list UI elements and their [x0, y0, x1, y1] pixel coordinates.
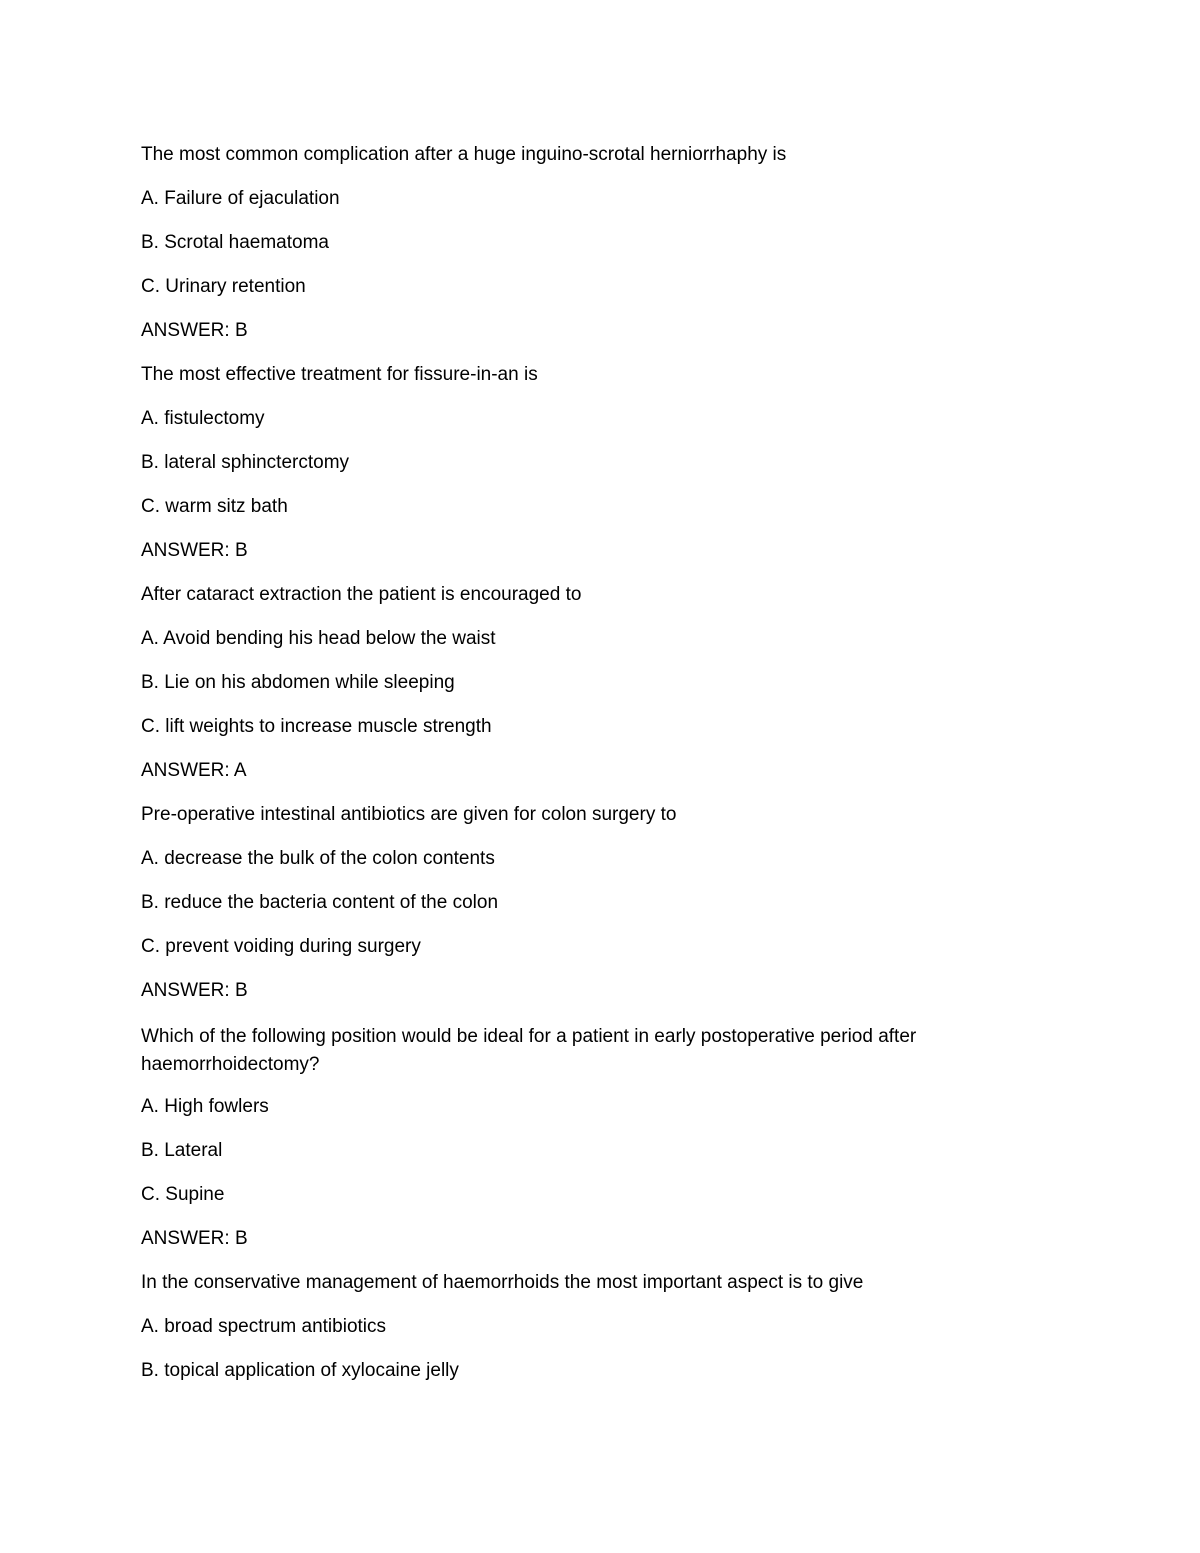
option-c: C. prevent voiding during surgery — [141, 936, 421, 957]
option-a: A. broad spectrum antibiotics — [141, 1316, 387, 1337]
option-c: C. Urinary retention — [141, 276, 306, 297]
option-a: A. High fowlers — [141, 1096, 269, 1117]
option-b: B. lateral sphincterctomy — [141, 452, 350, 473]
question-text: The most common complication after a huge inguino-scrotal herniorrhaphy is — [141, 144, 787, 165]
question-block — [141, 1271, 1041, 1383]
option-b: B. reduce the bacteria content of the colon — [141, 892, 499, 913]
answer-text: ANSWER: B — [141, 980, 248, 1001]
option-a: A. fistulectomy — [141, 408, 265, 429]
question-block — [141, 803, 1041, 1003]
question-block — [141, 1023, 1041, 1251]
option-c: C. warm sitz bath — [141, 496, 288, 517]
document-page — [141, 143, 1041, 1403]
option-c: C. lift weights to increase muscle strength — [141, 716, 492, 737]
question-block — [141, 583, 1041, 783]
answer-text: ANSWER: B — [141, 320, 248, 341]
option-a: A. Failure of ejaculation — [141, 188, 340, 209]
question-text: After cataract extraction the patient is encouraged to — [141, 584, 582, 605]
option-b: B. topical application of xylocaine jelly — [141, 1360, 459, 1381]
question-text: The most effective treatment for fissure-in-an is — [141, 364, 538, 385]
question-text: Pre-operative intestinal antibiotics are given for colon surgery to — [141, 804, 677, 825]
option-b: B. Lateral — [141, 1140, 223, 1161]
option-a: A. decrease the bulk of the colon contents — [141, 848, 495, 869]
question-block — [141, 363, 1041, 563]
option-b: B. Lie on his abdomen while sleeping — [141, 672, 455, 693]
question-text: In the conservative management of haemorrhoids the most important aspect is to give — [141, 1272, 864, 1293]
question-block — [141, 143, 1041, 343]
option-b: B. Scrotal haematoma — [141, 232, 329, 253]
answer-text: ANSWER: A — [141, 760, 247, 781]
answer-text: ANSWER: B — [141, 1228, 248, 1249]
option-a: A. Avoid bending his head below the waist — [141, 628, 496, 649]
question-text: Which of the following position would be ideal for a patient in early postoperative period after haemorrhoidectomy? — [141, 1026, 917, 1075]
option-c: C. Supine — [141, 1184, 225, 1205]
answer-text: ANSWER: B — [141, 540, 248, 561]
